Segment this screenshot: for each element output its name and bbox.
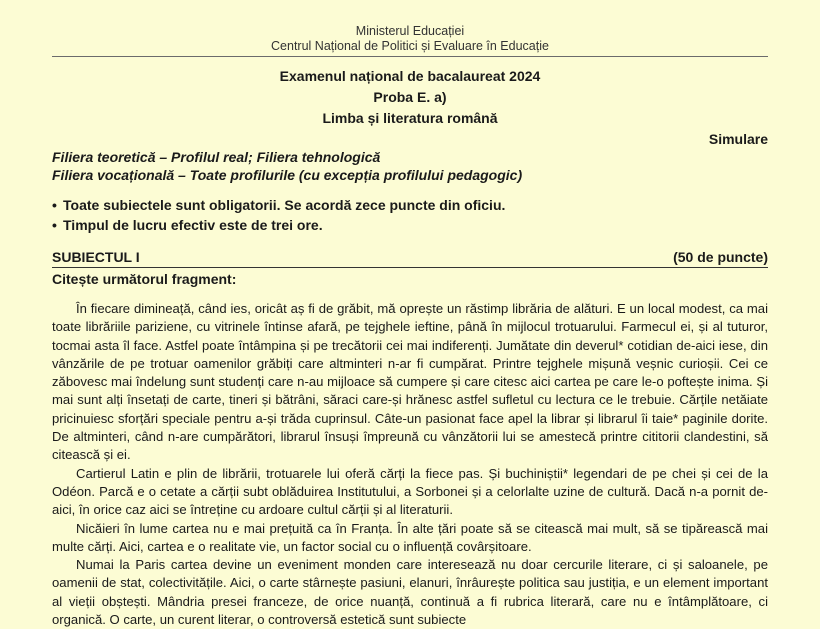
filiera-line-1: Filiera teoretică – Profilul real; Filiera tehnologică (52, 149, 381, 165)
rules-list (52, 195, 768, 235)
rule-item (52, 215, 768, 235)
rule-text: Toate subiectele sunt obligatorii. Se acordă zece puncte din oficiu. (63, 197, 506, 213)
exam-proba: Proba E. a) (373, 89, 447, 105)
filiera-line-2: Filiera vocațională – Toate profilurile (cu excepția profilului pedagogic) (52, 167, 523, 183)
filiera-block (52, 148, 768, 184)
reading-instruction: Citește următorul fragment: (52, 271, 237, 287)
subject-title: SUBIECTUL I (52, 249, 140, 265)
paragraph: Numai la Paris cartea devine un eveniment monden care interesează nu doar cercurile literare, ci și saloanele, pe oamenii de stat, colectivitățile. Aici, o carte stârnește pasiuni, elanuri, înrâurește politica sau justiția, e un element important al vieții obștești. Mândria presei franceze, de orice nuanță, continuă a fi rubrica literară, care nu e întâmplătoare, ci organică. O carte, un curent literar, o controversă estetică sunt subiecte (52, 557, 768, 628)
exam-subject: Limba și literatura română (322, 110, 498, 126)
paragraph: Cartierul Latin e plin de librării, trotuarele lui oferă cărți la fiece pas. Și buchiniștii* legendari de pe chei și cei de la Odéon. Parcă e o cetate a cărții subt oblăduirea Institutului, a Sorbonei și a celorlalte uzine de cultură. Dacă n-a pornit de-aici, în orice caz aici se întreține cu ardoare cultul cărții și al literaturii. (52, 465, 768, 518)
exam-title: Examenul național de bacalaureat 2024 (279, 68, 541, 84)
bullet-icon: • (52, 217, 57, 233)
subject-points: (50 de puncte) (673, 249, 768, 265)
ministry-center-name: Centrul Național de Politici și Evaluare în Educație (271, 39, 549, 53)
ministry-name: Ministerul Educației (355, 24, 465, 38)
bullet-icon: • (52, 197, 57, 213)
session-label: Simulare (708, 131, 768, 147)
paragraph: Nicăieri în lume cartea nu e mai prețuită ca în Franța. În alte țări poate să se citească mai mult, să se tipărească mai multe cărți. Aici, cartea e o realitate vie, un factor social cu o influență covârșitoare. (52, 520, 768, 554)
ministry-header (52, 24, 768, 57)
rule-text: Timpul de lucru efectiv este de trei ore. (63, 217, 323, 233)
subject-header (52, 248, 768, 268)
exam-heading (52, 66, 768, 129)
rule-item (52, 195, 768, 215)
text-fragment (52, 300, 768, 629)
paragraph: În fiecare dimineață, când ies, oricât aș fi de grăbit, mă oprește un răstimp librăria de alături. E un local modest, ca mai toate librăriile pariziene, cu vitrinele întinse afară, pe tejghele ieftine, până în mijlocul trotuarului. Farmecul ei, și al tuturor, tocmai asta îl face. Astfel poate întâmpina și pe trecătorii cei mai indiferenți. Jumătate din deverul* cotidian de-aici iese, din vânzările de pe trotuar oamenilor grăbiți care altminteri n-ar fi cumpărat. Printre tejghele mișună veșnic curioșii. Cei ce zăbovesc mai îndelung sunt studenți care n-au mijloace să cumpere și care citesc aici cartea pe care le-o poftește inima. Și mai sunt alți însetați de carte, tineri și bătrâni, săraci care-și hrănesc astfel sufletul cu lectura ce le trebuie. Cărțile netăiate pricinuiesc sforțări speciale pentru a-și trăda cuprinsul. Câte-un pasionat face apel la librar și librarul îi taie* paginile dorite. De altminteri, când n-are cumpărători, librarul însuși împreună cu vânzătorii lui se amestecă printre cititorii clandestini, să citească și ei. (52, 301, 768, 463)
exam-page (52, 0, 768, 629)
